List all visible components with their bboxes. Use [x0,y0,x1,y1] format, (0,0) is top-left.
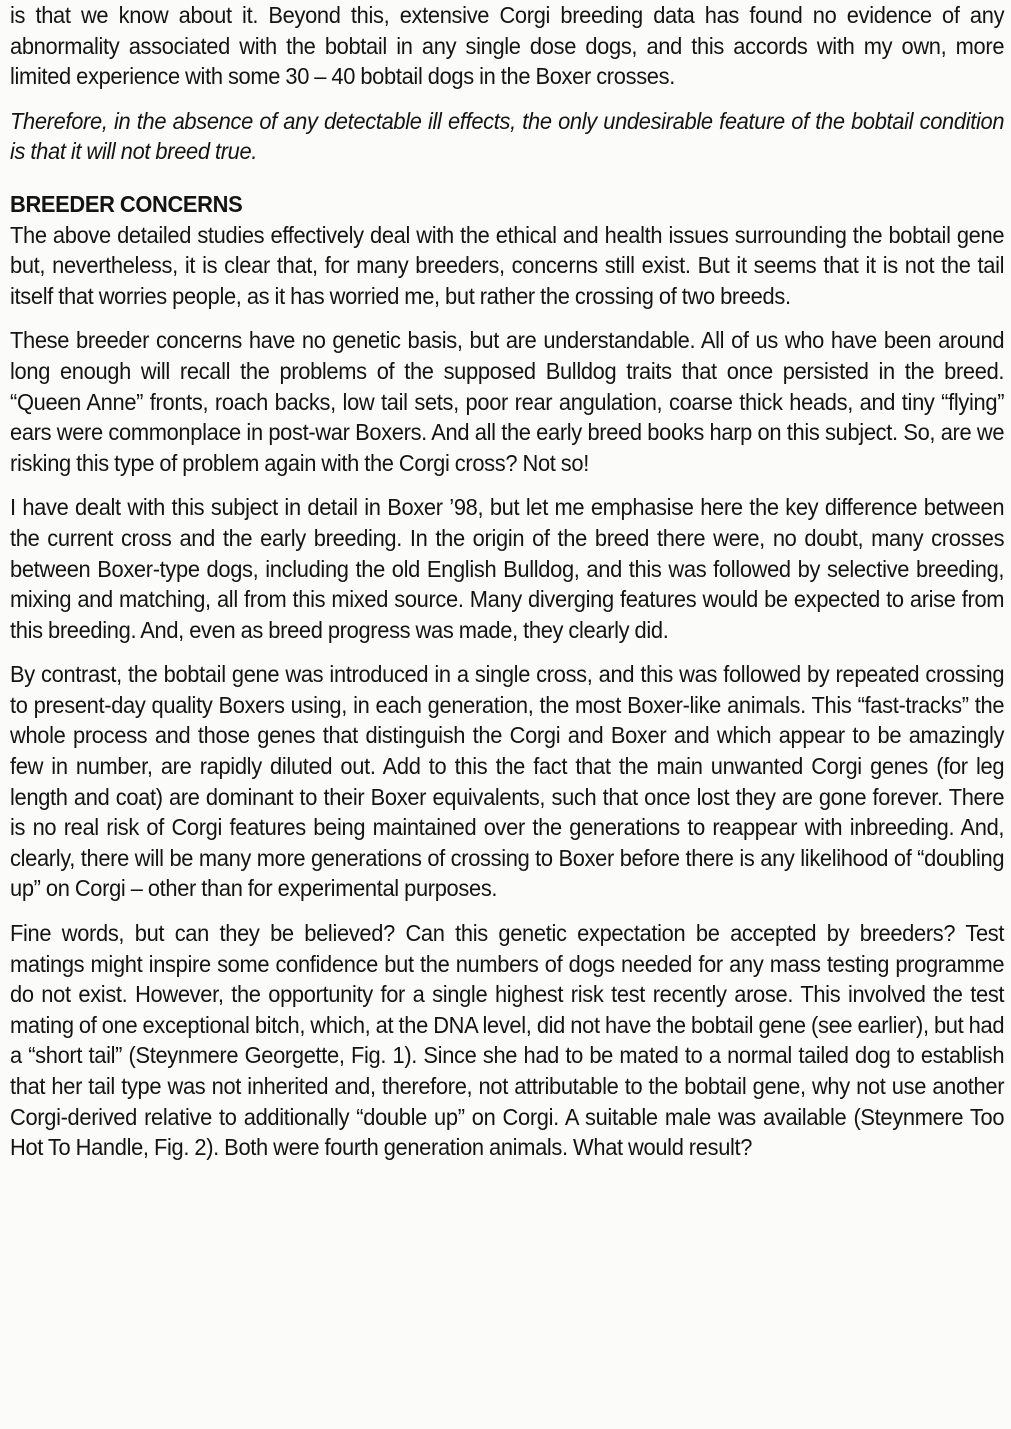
paragraph-gap [10,478,1004,492]
paragraph-early-breeding: I have dealt with this subject in detail in Boxer ’98, but let me emphasise here the key difference between the current cross and the early breeding. In the origin of the breed there were, no doubt, many crosses between Boxer-type dogs, including the old English Bulldog, and this was followed by selective breeding, mixing and matching, all from this mixed source. Many diverging features would be expected to arise from this breeding. And, even as breed progress was made, they clearly did. [10,494,1005,643]
section-heading: BREEDER CONCERNS [10,190,243,217]
paragraph-gap [10,167,1004,189]
paragraph-gap [10,92,1004,106]
paragraph-gap [10,904,1004,918]
paragraph-gap [10,311,1004,325]
paragraph-conclusion-italic: Therefore, in the absence of any detectable ill effects, the only undesirable feature of the bobtail condition is that it will not breed true. [10,107,1005,165]
paragraph-intro: is that we know about it. Beyond this, extensive Corgi breeding data has found no evidence of any abnormality associated with the bobtail in any single dose dogs, and this accords with my own, more limited experience with some 30 – 40 bobtail dogs in the Boxer crosses. [10,2,1005,90]
paragraph-breeder-concerns: The above detailed studies effectively deal with the ethical and health issues surrounding the bobtail gene but, nevertheless, it is clear that, for many breeders, concerns still exist. But it seems that it is not the tail itself that worries people, as it has worried me, but rather the crossing of two breeds. [10,221,1005,309]
paragraph-test-mating: Fine words, but can they be believed? Can this genetic expectation be accepted by breeders? Test matings might inspire some confidence but the numbers of dogs needed for any mass testing programme do not exist. However, the opportunity for a single highest risk test recently arose. This involved the test mating of one exceptional bitch, which, at the DNA level, did not have the bobtail gene (see earlier), but had a “short tail” (Steynmere Georgette, Fig. 1). Since she had to be mated to a normal tailed dog to establish that her tail type was not inherited and, therefore, not attributable to the bobtail gene, why not use another Corgi-derived relative to additionally “double up” on Corgi. A suitable male was available (Steynmere Too Hot To Handle, Fig. 2). Both were fourth generation animals. What would result? [10,920,1005,1161]
paragraph-gap [10,645,1004,659]
paragraph-genetic-basis: These breeder concerns have no genetic basis, but are understandable. All of us who have been around long enough will recall the problems of the supposed Bulldog traits that once persisted in the breed. “Queen Anne” fronts, roach backs, low tail sets, poor rear angulation, coarse thick heads, and tiny “flying” ears were commonplace in post-war Boxers. And all the early breed books harp on this subject. So, are we risking this type of problem again with the Corgi cross? Not so! [10,327,1005,476]
paragraph-contrast: By contrast, the bobtail gene was introduced in a single cross, and this was followed by repeated crossing to present-day quality Boxers using, in each generation, the most Boxer-like animals. This “fast-tracks” the whole process and those genes that distinguish the Corgi and Boxer and which appear to be amazingly few in number, are rapidly diluted out. Add to this the fact that the main unwanted Corgi genes (for leg length and coat) are dominant to their Boxer equivalents, such that once lost they are gone forever. There is no real risk of Corgi features being maintained over the generations to reappear with inbreeding. And, clearly, there will be many more generations of crossing to Boxer before there is any likelihood of “doubling up” on Corgi – other than for experimental purposes. [10,661,1005,902]
document-page [10,0,1004,1163]
